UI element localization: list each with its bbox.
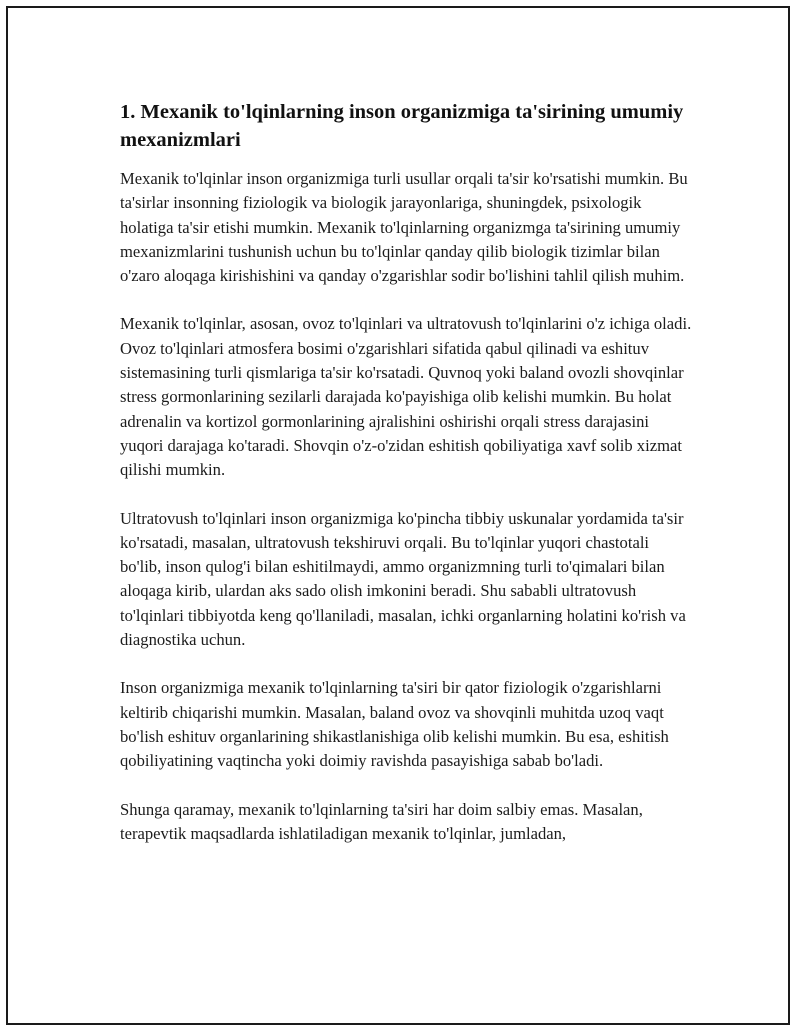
section-title: 1. Mexanik to'lqinlarning inson organizmiga ta'sirining umumiy mexanizmlari xyxy=(120,101,684,151)
document-body xyxy=(120,98,692,870)
paragraph-5: Shunga qaramay, mexanik to'lqinlarning ta'siri har doim salbiy emas. Masalan, terapevtik maqsadlarda ishlatiladigan mexanik to'lqinlar, jumladan, xyxy=(120,799,643,843)
document-page xyxy=(6,6,790,1025)
paragraph-1: Mexanik to'lqinlar inson organizmiga turli usullar orqali ta'sir ko'rsatishi mumkin. Bu ta'sirlar insonning fiziologik va biologik jarayonlariga, shuningdek, psixologik holatiga ta'sir etishi mumkin. Mexanik to'lqinlarning organizmga ta'sirining umumiy mexanizmlarini tushunish uchun bu to'lqinlar qanday qilib biologik tizimlar bilan o'zaro aloqaga kirishishini va qanday o'zgarishlar sodir bo'lishini tahlil qilish muhim. xyxy=(120,169,688,286)
paragraph-2: Mexanik to'lqinlar, asosan, ovoz to'lqinlari va ultratovush to'lqinlarini o'z ichiga oladi. Ovoz to'lqinlari atmosfera bosimi o'zgarishlari sifatida qabul qilinadi va eshituv sistemasining turli qismlariga ta'sir ko'rsatadi. Quvnoq yoki baland ovozli shovqinlar stress gormonlarining sezilarli darajada ko'payishiga olib kelishi mumkin. Bu holat adrenalin va kortizol gormonlarining ajralishini oshirishi orqali stress darajasini yuqori darajaga ko'taradi. Shovqin o'z-o'zidan eshitish qobiliyatiga xavf solib xizmat qilishi mumkin. xyxy=(120,314,692,480)
paragraph-4: Inson organizmiga mexanik to'lqinlarning ta'siri bir qator fiziologik o'zgarishlarni keltirib chiqarishi mumkin. Masalan, baland ovoz va shovqinli muhitda uzoq vaqt bo'lish eshituv organlarining shikastlanishiga olib kelishi mumkin. Bu esa, eshitish qobiliyatining vaqtincha yoki doimiy ravishda pasayishiga sabab bo'ladi. xyxy=(120,678,669,771)
paragraph-3: Ultratovush to'lqinlari inson organizmiga ko'pincha tibbiy uskunalar yordamida ta'sir ko'rsatadi, masalan, ultratovush tekshiruvi orqali. Bu to'lqinlar yuqori chastotali bo'lib, inson qulog'i bilan eshitilmaydi, ammo organizmning turli to'qimalari bilan aloqaga kirib, ulardan aks sado olish imkonini beradi. Shu sababli ultratovush to'lqinlari tibbiyotda keng qo'llaniladi, masalan, ichki organlarning holatini ko'rish va diagnostika uchun. xyxy=(120,508,686,650)
